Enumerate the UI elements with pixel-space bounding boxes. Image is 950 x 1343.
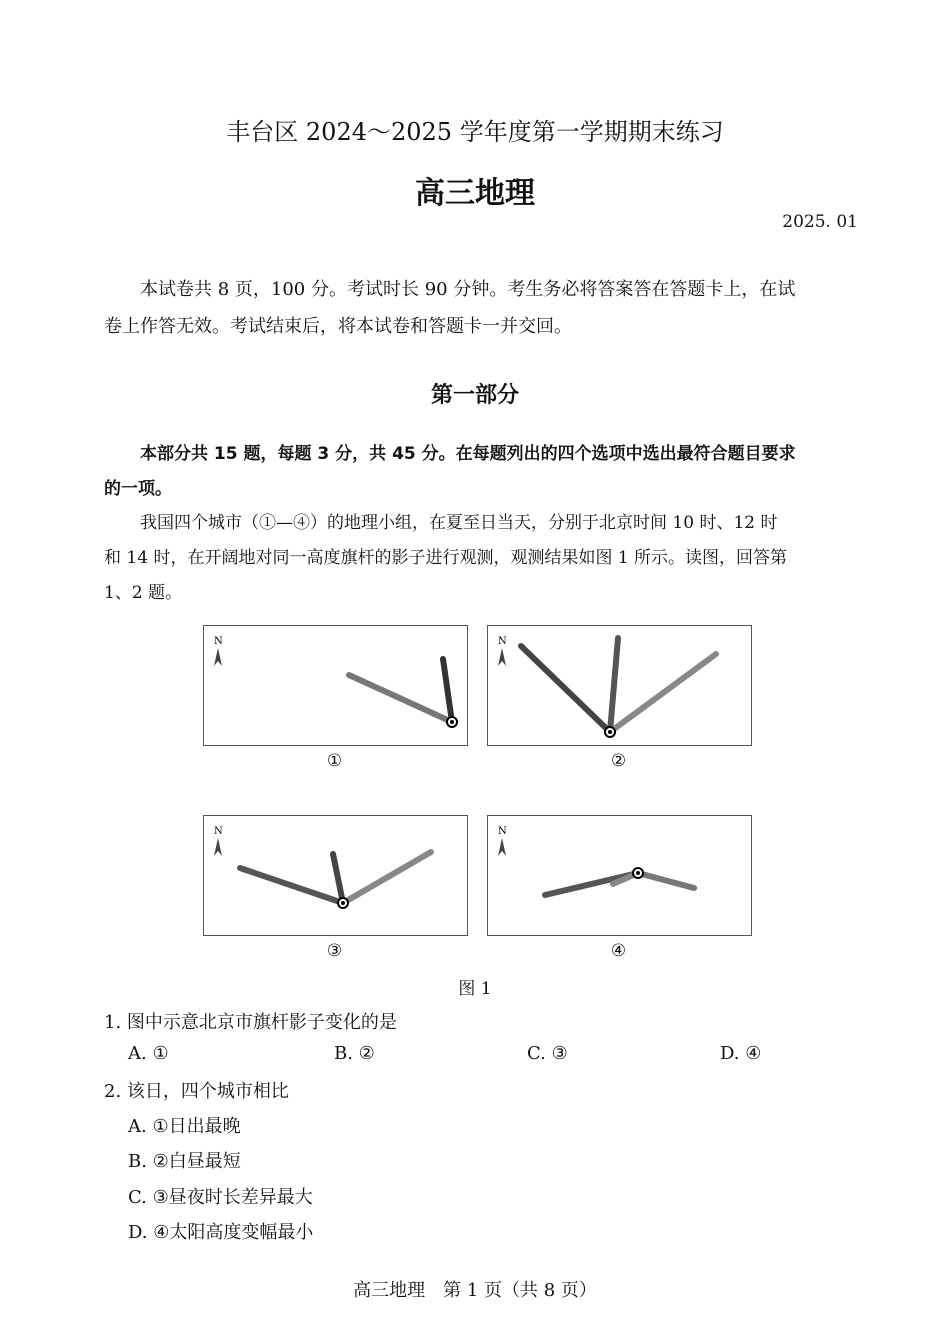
north-label: N bbox=[498, 636, 507, 647]
shadow-14h bbox=[443, 659, 452, 722]
north-label: N bbox=[214, 636, 223, 647]
shadow-14h bbox=[610, 654, 716, 732]
figure-panel-2 bbox=[487, 625, 752, 746]
question-1-option-c[interactable]: C. ③ bbox=[527, 1043, 568, 1064]
figure-panel-label-2: ② bbox=[610, 751, 627, 771]
north-label: N bbox=[498, 826, 507, 837]
shadow-12h bbox=[610, 638, 618, 732]
figure-panel-4 bbox=[487, 815, 752, 936]
instructions-line-1: 本试卷共 8 页，100 分。考试时长 90 分钟。考生务必将答案答在答题卡上，在试 bbox=[140, 279, 796, 300]
figure-panel-label-1: ① bbox=[326, 751, 343, 771]
context-line-3: 1、2 题。 bbox=[104, 583, 183, 603]
instructions-line-2: 卷上作答无效。考试结束后，将本试卷和答题卡一并交回。 bbox=[104, 316, 572, 337]
shadow-12h bbox=[333, 854, 343, 903]
figure-panel-label-4: ④ bbox=[610, 941, 627, 961]
question-1-stem: 1. 图中示意北京市旗杆影子变化的是 bbox=[104, 1012, 397, 1033]
north-arrow-icon bbox=[214, 838, 222, 856]
question-2-option-d[interactable]: D. ④太阳高度变幅最小 bbox=[128, 1222, 314, 1243]
exam-title: 丰台区 2024～2025 学年度第一学期期末练习 bbox=[226, 118, 724, 146]
subject-title: 高三地理 bbox=[415, 176, 535, 211]
shadow-14h bbox=[343, 852, 431, 903]
part-intro-line-2: 的一项。 bbox=[104, 479, 172, 499]
north-arrow-icon bbox=[498, 838, 506, 856]
north-label: N bbox=[214, 826, 223, 837]
context-line-1: 我国四个城市（①—④）的地理小组，在夏至日当天，分别于北京时间 10 时、12 时 bbox=[140, 513, 778, 533]
exam-date: 2025. 01 bbox=[782, 212, 858, 232]
page-footer: 高三地理 第 1 页（共 8 页） bbox=[353, 1280, 597, 1301]
north-arrow-icon bbox=[498, 648, 506, 666]
question-2-option-a[interactable]: A. ①日出最晚 bbox=[128, 1116, 241, 1137]
shadow-10h bbox=[240, 868, 343, 903]
question-2-option-c[interactable]: C. ③昼夜时长差异最大 bbox=[128, 1187, 313, 1208]
question-1-option-b[interactable]: B. ② bbox=[334, 1043, 375, 1064]
figure-caption: 图 1 bbox=[458, 979, 492, 999]
question-2-stem: 2. 该日，四个城市相比 bbox=[104, 1081, 289, 1102]
question-1-option-d[interactable]: D. ④ bbox=[720, 1043, 762, 1064]
shadow-12h bbox=[349, 675, 452, 722]
shadow-10h bbox=[521, 646, 610, 732]
question-2-option-b[interactable]: B. ②白昼最短 bbox=[128, 1151, 241, 1172]
question-1-option-a[interactable]: A. ① bbox=[128, 1043, 169, 1064]
figure-panel-1 bbox=[203, 625, 468, 746]
part-intro-line-1: 本部分共 15 题，每题 3 分，共 45 分。在每题列出的四个选项中选出最符合题目要求 bbox=[140, 444, 796, 464]
north-arrow-icon bbox=[214, 648, 222, 666]
shadow-14h bbox=[638, 873, 694, 888]
figure-panel-label-3: ③ bbox=[326, 941, 343, 961]
context-line-2: 和 14 时，在开阔地对同一高度旗杆的影子进行观测，观测结果如图 1 所示。读图，回答第 bbox=[104, 548, 788, 568]
figure-panel-3 bbox=[203, 815, 468, 936]
part-title: 第一部分 bbox=[430, 383, 519, 408]
